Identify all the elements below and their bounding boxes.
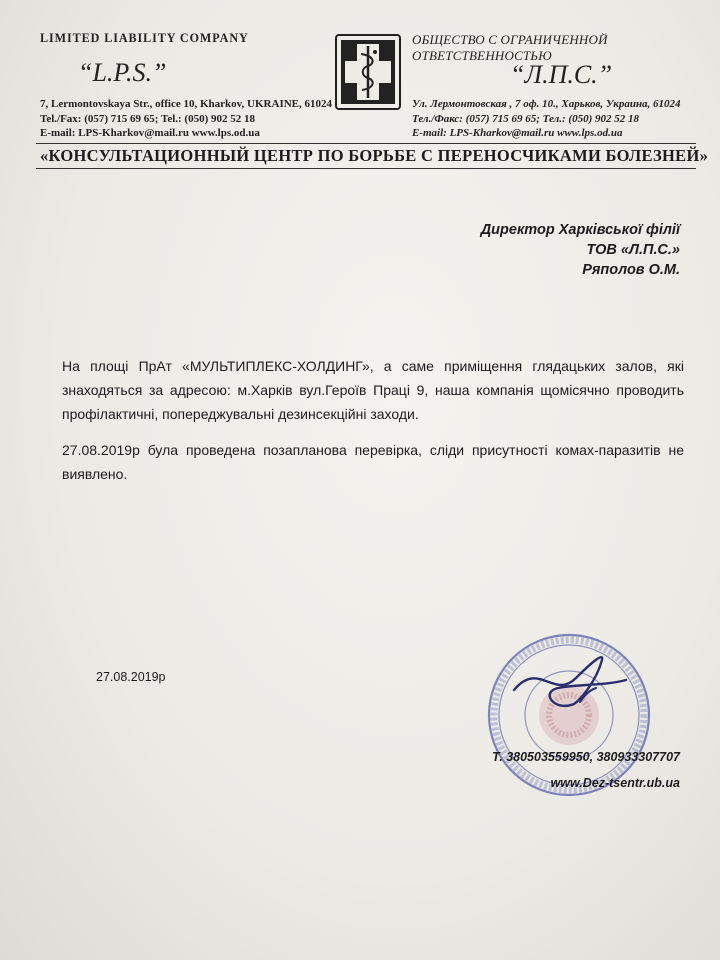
company-banner: «КОНСУЛЬТАЦИОННЫЙ ЦЕНТР ПО БОРЬБЕ С ПЕРЕНОСЧИКАМИ БОЛЕЗНЕЙ»	[40, 146, 709, 165]
header-divider-bottom	[36, 168, 696, 169]
address-line: 7, Lermontovskaya Str., office 10, Kharkov, UKRAINE, 61024	[40, 98, 333, 110]
company-name-ru: “Л.П.С.”	[510, 60, 613, 89]
contact-website: www.Dez-tsentr.ub.ua	[550, 776, 680, 790]
contact-line: Тел./Факс: (057) 715 69 65; Тел.: (050) 902 52 18	[412, 112, 639, 125]
medical-logo-icon	[335, 34, 401, 110]
address-line: Ул. Лермонтовская , 7 оф. 10., Харьков, Украина, 61024	[412, 98, 681, 110]
addressee-block	[481, 220, 680, 280]
contact-line: Tel./Fax: (057) 715 69 65; Tel.: (050) 902 52 18	[40, 112, 255, 125]
letter-body	[62, 354, 684, 498]
addressee-company: ТОВ «Л.П.С.»	[586, 242, 680, 258]
letter-date: 27.08.2019р	[96, 670, 166, 684]
addressee-position: Директор Харківської філії	[480, 222, 680, 238]
addressee-person: Ряполов О.М.	[582, 262, 680, 278]
body-paragraph: На площі ПрАт «МУЛЬТИПЛЕКС-ХОЛДИНГ», а саме приміщення глядацьких залов, які знаходяться за адресою: м.Харків вул.Героїв Праці 9, наша компанія щомісячно проводить профілактичні, попереджувальні дезинсекційні заходи.	[62, 358, 684, 422]
address-block-ru	[412, 97, 681, 141]
email-line: E-mail: LPS-Kharkov@mail.ru www.lps.od.ua	[412, 127, 623, 139]
email-line: E-mail: LPS-Kharkov@mail.ru www.lps.od.ua	[40, 127, 260, 139]
body-paragraph: 27.08.2019р була проведена позапланова перевірка, сліди присутності комах-паразитів не виявлено.	[62, 442, 684, 482]
header-divider-top	[36, 143, 696, 144]
company-name-en: “L.P.S.”	[78, 58, 167, 87]
round-seal-with-signature-icon	[484, 630, 654, 800]
address-block-en	[40, 97, 332, 141]
contact-phones: Т. 380503559950, 380933307707	[492, 750, 680, 764]
company-type-en: LIMITED LIABILITY COMPANY	[40, 30, 249, 45]
company-type-ru: ОБЩЕСТВО С ОГРАНИЧЕННОЙ ОТВЕТСТВЕННОСТЬЮ	[412, 32, 608, 63]
